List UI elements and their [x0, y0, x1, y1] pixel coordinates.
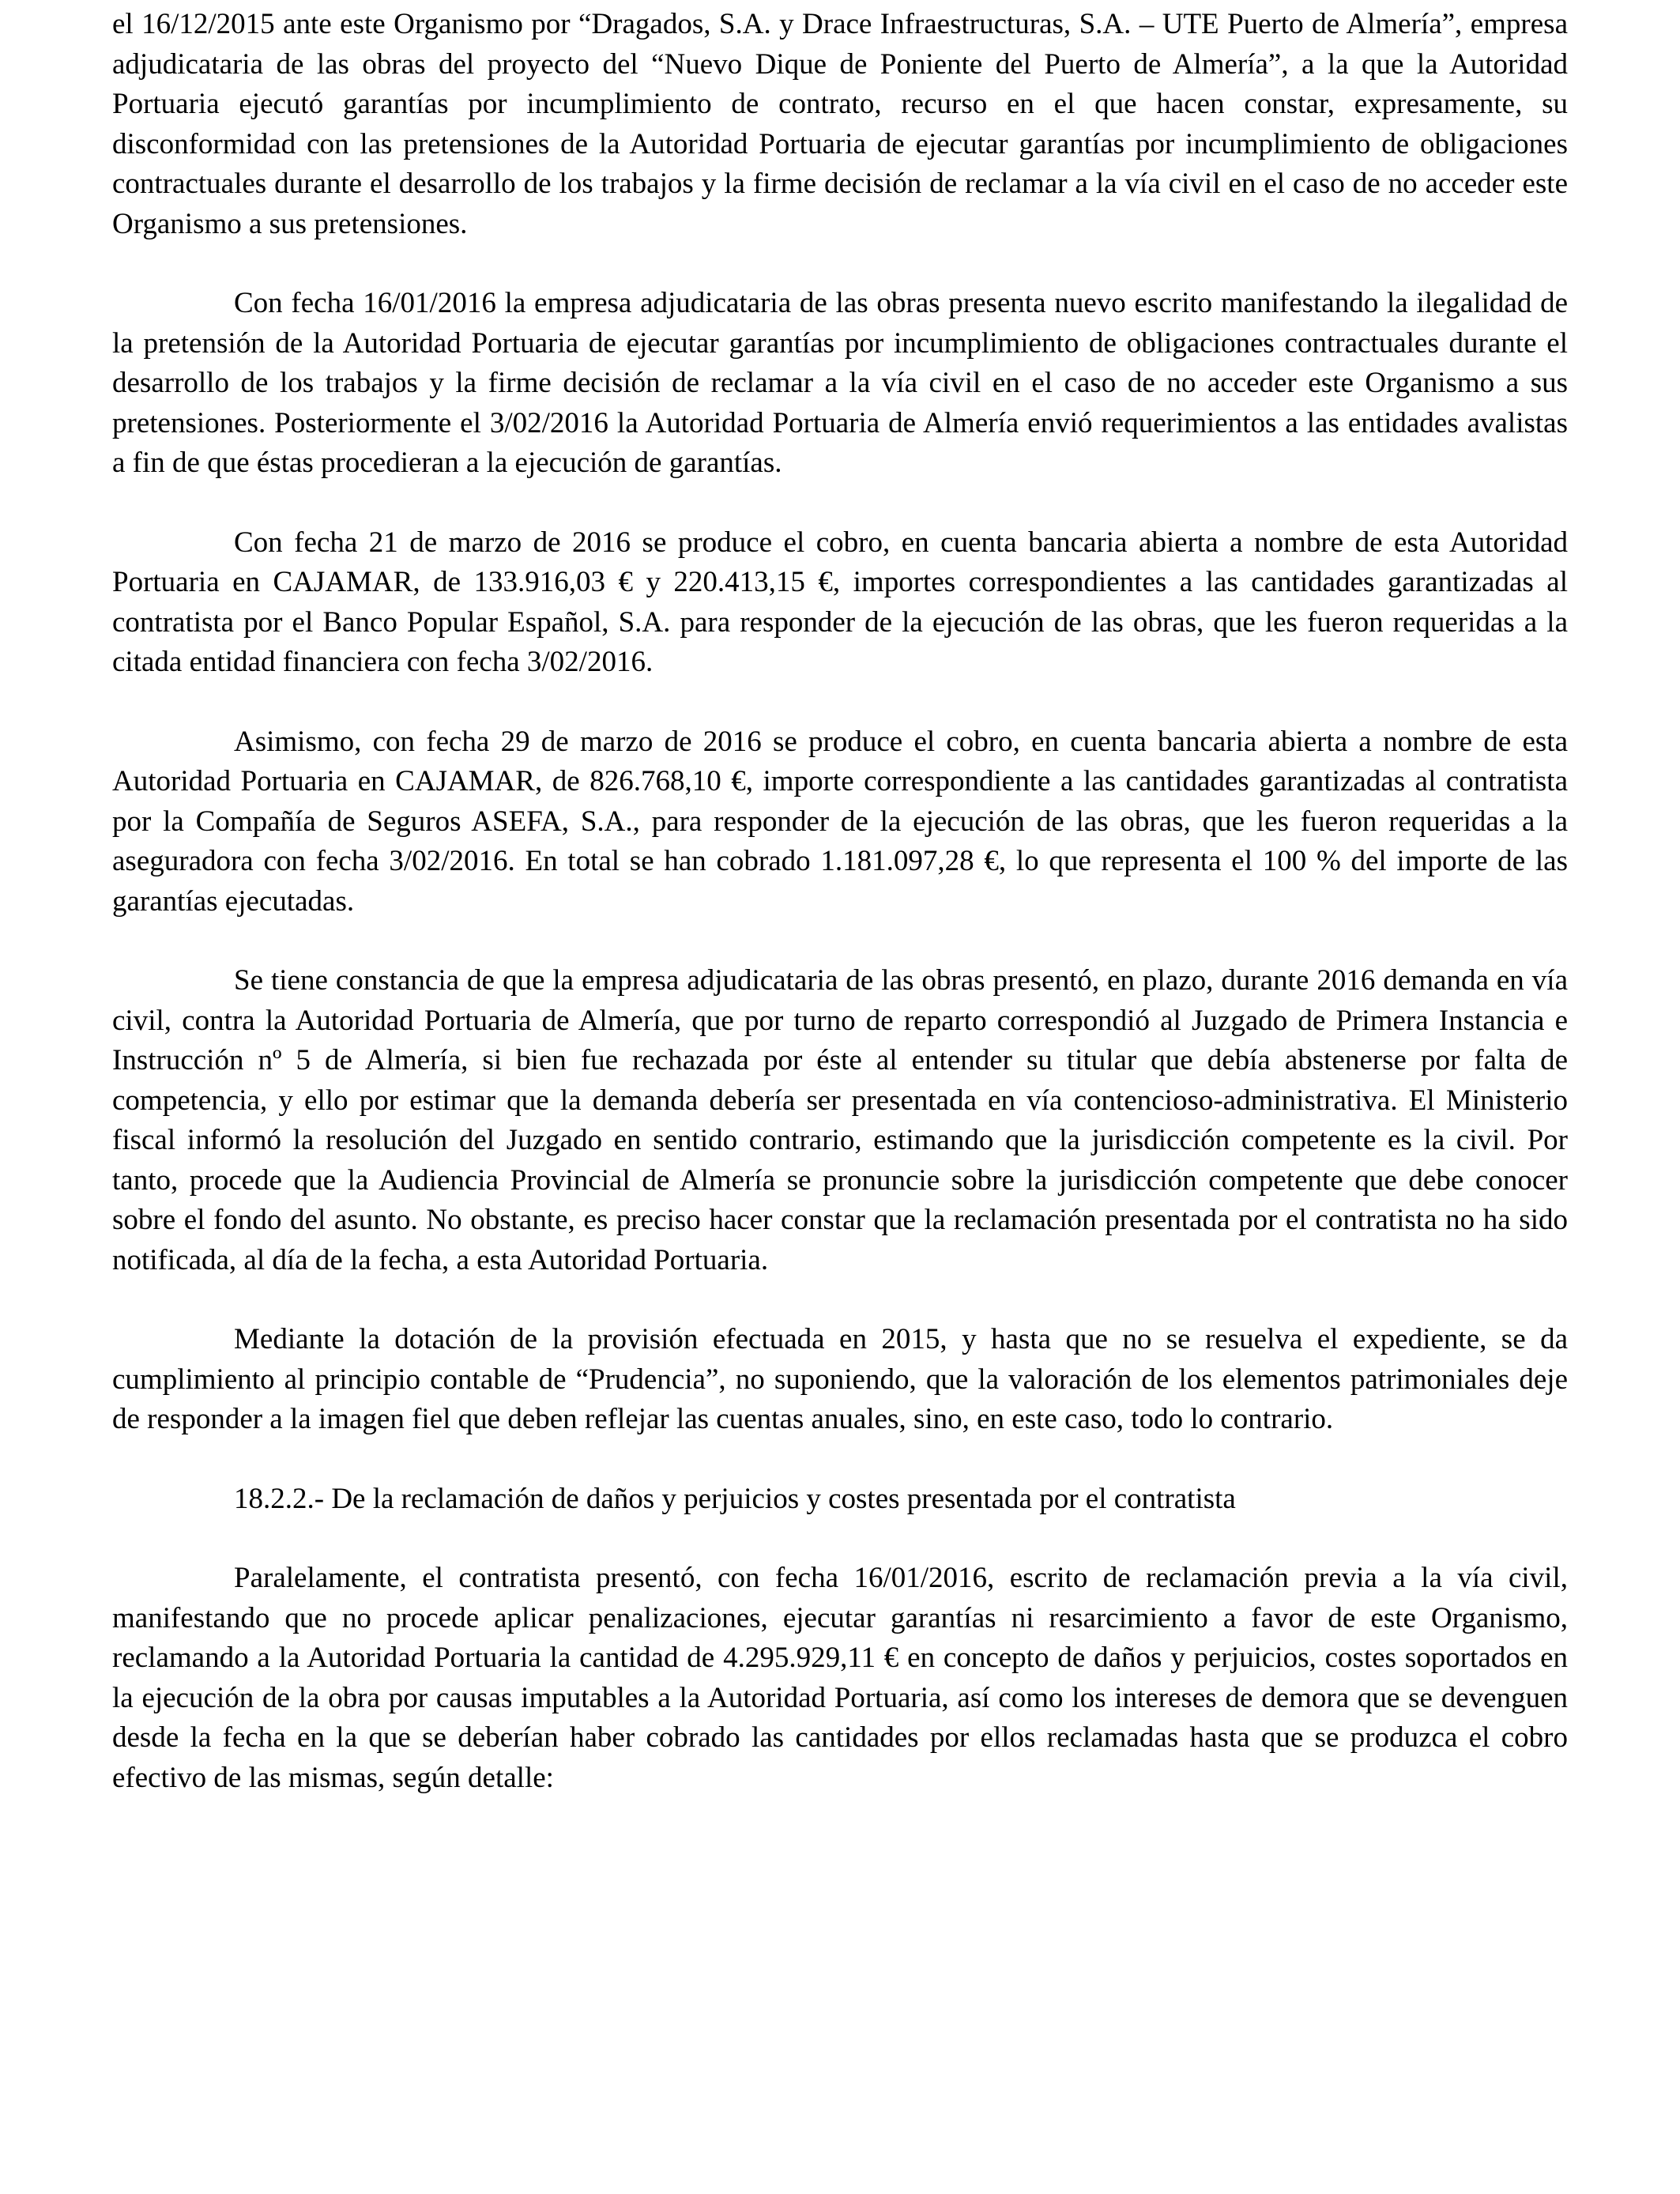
paragraph-demanda-via-civil: Se tiene constancia de que la empresa adjudicataria de las obras presentó, en plazo, durante 2016 demanda en vía civil, contra la Autoridad Portuaria de Almería, que por turno de reparto correspondió al Juzgado de Primera Instancia e Instrucción nº 5 de Almería, si bien fue rechazada por éste al entender su titular que debía abstenerse por falta de competencia, y ello por estimar que la demanda debería ser presentada en vía contencioso-administrativa. El Ministerio fiscal informó la resolución del Juzgado en sentido contrario, estimando que la jurisdicción competente es la civil. Por tanto, procede que la Audiencia Provincial de Almería se pronuncie sobre la jurisdicción competente que debe conocer sobre el fondo del asunto. No obstante, es preciso hacer constar que la reclamación presentada por el contratista no ha sido notificada, al día de la fecha, a esta Autoridad Portuaria. [112, 964, 1568, 1276]
paragraph-escrito-16-01-2016: Con fecha 16/01/2016 la empresa adjudicataria de las obras presenta nuevo escrito manifestando la ilegalidad de la pretensión de la Autoridad Portuaria de ejecutar garantías por incumplimiento de obligaciones contractuales durante el desarrollo de los trabajos y la firme decisión de reclamar a la vía civil en el caso de no acceder este Organismo a sus pretensiones. Posteriormente el 3/02/2016 la Autoridad Portuaria de Almería envió requerimientos a las entidades avalistas a fin de que éstas procedieran a la ejecución de garantías. [112, 287, 1568, 479]
paragraph-gap [112, 683, 1568, 722]
paragraph-gap [112, 1280, 1568, 1320]
paragraph-gap [112, 1440, 1568, 1480]
paragraph-gap [112, 1519, 1568, 1559]
paragraph-reclamacion-danos: Paralelamente, el contratista presentó, con fecha 16/01/2016, escrito de reclamación previa a la vía civil, manifestando que no procede aplicar penalizaciones, ejecutar garantías ni resarcimiento a favor de este Organismo, reclamando a la Autoridad Portuaria la cantidad de 4.295.929,11 € en concepto de daños y perjuicios, costes soportados en la ejecución de la obra por causas imputables a la Autoridad Portuaria, así como los intereses de demora que se devenguen desde la fecha en la que se deberían haber cobrado las cantidades por ellos reclamadas hasta que se produzca el cobro efectivo de las mismas, según detalle: [112, 1562, 1568, 1794]
section-heading-18-2-2: 18.2.2.- De la reclamación de daños y perjuicios y costes presentada por el contratista [234, 1482, 1236, 1515]
paragraph-gap [112, 484, 1568, 523]
paragraph-cobro-asefa: Asimismo, con fecha 29 de marzo de 2016 se produce el cobro, en cuenta bancaria abierta a nombre de esta Autoridad Portuaria en CAJAMAR, de 826.768,10 €, importe correspondiente a las cantidades garantizadas al contratista por la Compañía de Seguros ASEFA, S.A., para responder de la ejecución de las obras, que les fueron requeridas a la aseguradora con fecha 3/02/2016. En total se han cobrado 1.181.097,28 €, lo que representa el 100 % del importe de las garantías ejecutadas. [112, 725, 1568, 918]
paragraph-gap [112, 922, 1568, 961]
document-page [112, 0, 1568, 1798]
paragraph-recurso-ute: el 16/12/2015 ante este Organismo por “Dragados, S.A. y Drace Infraestructuras, S.A. – UTE Puerto de Almería”, empresa adjudicataria de las obras del proyecto del “Nuevo Dique de Poniente del Puerto de Almería”, a la que la Autoridad Portuaria ejecutó garantías por incumplimiento de contrato, recurso en el que hacen constar, expresamente, su disconformidad con las pretensiones de la Autoridad Portuaria de ejecutar garantías por incumplimiento de obligaciones contractuales durante el desarrollo de los trabajos y la firme decisión de reclamar a la vía civil en el caso de no acceder este Organismo a sus pretensiones. [112, 8, 1568, 240]
paragraph-gap [112, 244, 1568, 284]
paragraph-cobro-banco-popular: Con fecha 21 de marzo de 2016 se produce el cobro, en cuenta bancaria abierta a nombre de esta Autoridad Portuaria en CAJAMAR, de 133.916,03 € y 220.413,15 €, importes correspondientes a las cantidades garantizadas al contratista por el Banco Popular Español, S.A. para responder de la ejecución de las obras, que les fueron requeridas a la citada entidad financiera con fecha 3/02/2016. [112, 526, 1568, 678]
paragraph-prudencia: Mediante la dotación de la provisión efectuada en 2015, y hasta que no se resuelva el expediente, se da cumplimiento al principio contable de “Prudencia”, no suponiendo, que la valoración de los elementos patrimoniales deje de responder a la imagen fiel que deben reflejar las cuentas anuales, sino, en este caso, todo lo contrario. [112, 1323, 1568, 1435]
